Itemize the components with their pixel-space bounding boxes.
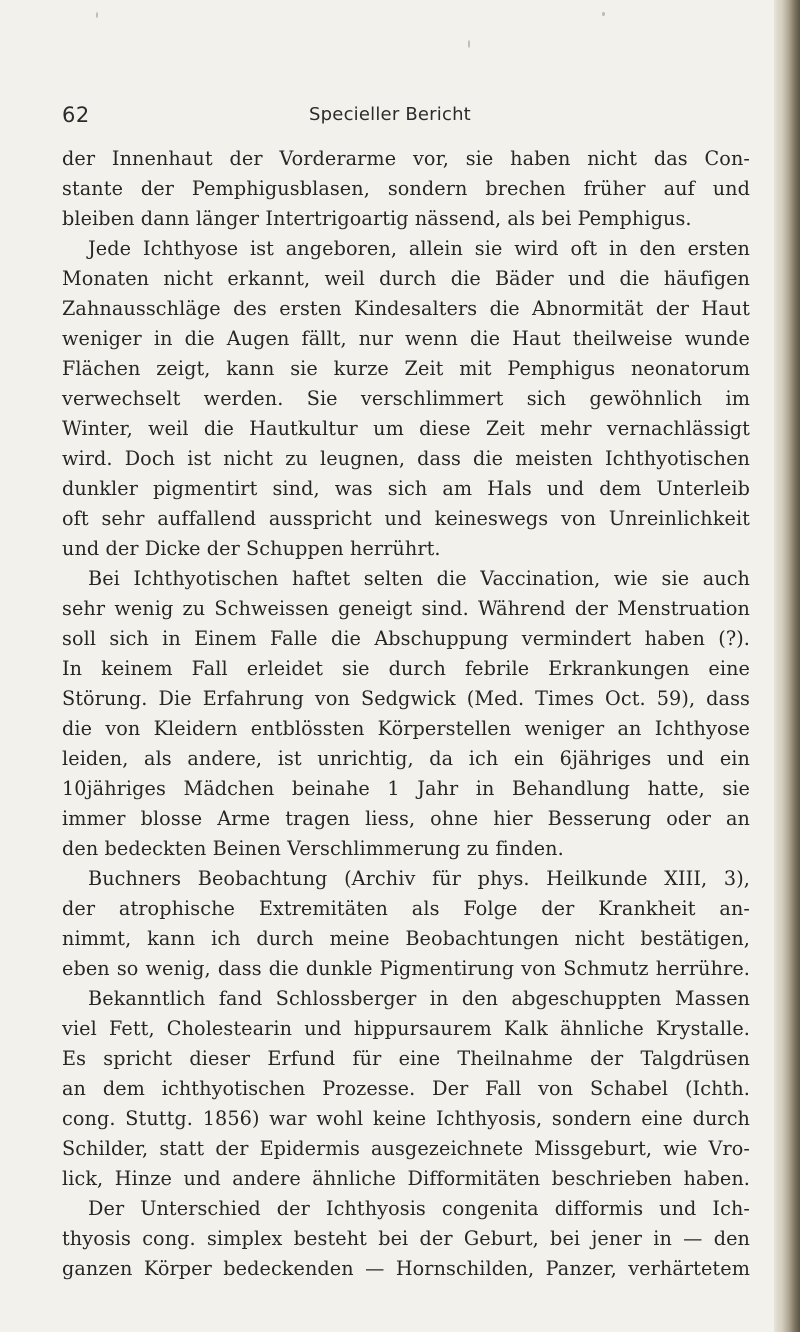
text-line: die von Kleidern entblössten Körperstellen weniger an Ichthyose <box>62 717 750 740</box>
text-line: dunkler pigmentirt sind, was sich am Hals und dem Unterleib <box>62 477 750 500</box>
text-line: stante der Pemphigusblasen, sondern brechen früher auf und <box>62 177 750 200</box>
text-line: Winter, weil die Hautkultur um diese Zeit mehr vernachlässigt <box>62 417 750 440</box>
text-line: ganzen Körper bedeckenden — Hornschilden, Panzer, verhärtetem <box>62 1257 750 1280</box>
page-header <box>0 100 780 130</box>
text-line: und der Dicke der Schuppen herrührt. <box>62 537 441 560</box>
text-line: leiden, als andere, ist unrichtig, da ich ein 6jähriges und ein <box>62 747 750 770</box>
paper-speckle <box>96 12 98 18</box>
text-line: verwechselt werden. Sie verschlimmert sich gewöhnlich im <box>62 387 750 410</box>
body-text <box>62 144 750 1284</box>
text-line: Flächen zeigt, kann sie kurze Zeit mit Pemphigus neonatorum <box>62 357 750 380</box>
text-line: soll sich in Einem Falle die Abschuppung vermindert haben (?). <box>62 627 750 650</box>
text-line: Monaten nicht erkannt, weil durch die Bäder und die häufigen <box>62 267 750 290</box>
text-line: der atrophische Extremitäten als Folge der Krankheit an- <box>62 897 750 920</box>
text-line: thyosis cong. simplex besteht bei der Geburt, bei jener in — den <box>62 1227 750 1250</box>
text-line: cong. Stuttg. 1856) war wohl keine Ichthyosis, sondern eine durch <box>62 1107 750 1130</box>
text-line: eben so wenig, dass die dunkle Pigmentirung von Schmutz herrühre. <box>62 957 750 980</box>
text-line: Der Unterschied der Ichthyosis congenita difformis und Ich- <box>88 1197 750 1220</box>
text-line: Buchners Beobachtung (Archiv für phys. Heilkunde XIII, 3), <box>88 867 750 890</box>
text-line: Störung. Die Erfahrung von Sedgwick (Med. Times Oct. 59), dass <box>62 687 750 710</box>
text-line: 10jähriges Mädchen beinahe 1 Jahr in Behandlung hatte, sie <box>62 777 750 800</box>
text-line: weniger in die Augen fällt, nur wenn die Haut theilweise wunde <box>62 327 750 350</box>
text-line: Es spricht dieser Erfund für eine Theilnahme der Talgdrüsen <box>62 1047 750 1070</box>
text-line: den bedeckten Beinen Verschlimmerung zu finden. <box>62 837 564 860</box>
text-line: Schilder, statt der Epidermis ausgezeichnete Missgeburt, wie Vro- <box>62 1137 750 1160</box>
paper-speckle <box>468 40 470 48</box>
text-line: In keinem Fall erleidet sie durch febrile Erkrankungen eine <box>62 657 750 680</box>
text-line: nimmt, kann ich durch meine Beobachtungen nicht bestätigen, <box>62 927 750 950</box>
text-line: oft sehr auffallend ausspricht und keineswegs von Unreinlichkeit <box>62 507 750 530</box>
text-line: bleiben dann länger Intertrigoartig nässend, als bei Pemphigus. <box>62 207 692 230</box>
running-head: Specieller Bericht <box>309 104 471 125</box>
text-line: Bekanntlich fand Schlossberger in den abgeschuppten Massen <box>88 987 750 1010</box>
paper-speckle <box>602 12 605 16</box>
text-line: immer blosse Arme tragen liess, ohne hier Besserung oder an <box>62 807 750 830</box>
page-binding-edge <box>774 0 800 1332</box>
text-line: sehr wenig zu Schweissen geneigt sind. Während der Menstruation <box>62 597 750 620</box>
text-line: viel Fett, Cholestearin und hippursaurem Kalk ähnliche Krystalle. <box>62 1017 750 1040</box>
text-line: an dem ichthyotischen Prozesse. Der Fall von Schabel (Ichth. <box>62 1077 750 1100</box>
page-number: 62 <box>62 103 90 127</box>
text-line: der Innenhaut der Vorderarme vor, sie haben nicht das Con- <box>62 147 750 170</box>
text-line: Jede Ichthyose ist angeboren, allein sie wird oft in den ersten <box>88 237 750 260</box>
text-line: Zahnausschläge des ersten Kindesalters die Abnormität der Haut <box>62 297 750 320</box>
text-line: Bei Ichthyotischen haftet selten die Vaccination, wie sie auch <box>88 567 750 590</box>
text-line: lick, Hinze und andere ähnliche Difformitäten beschrieben haben. <box>62 1167 750 1190</box>
text-line: wird. Doch ist nicht zu leugnen, dass die meisten Ichthyotischen <box>62 447 750 470</box>
